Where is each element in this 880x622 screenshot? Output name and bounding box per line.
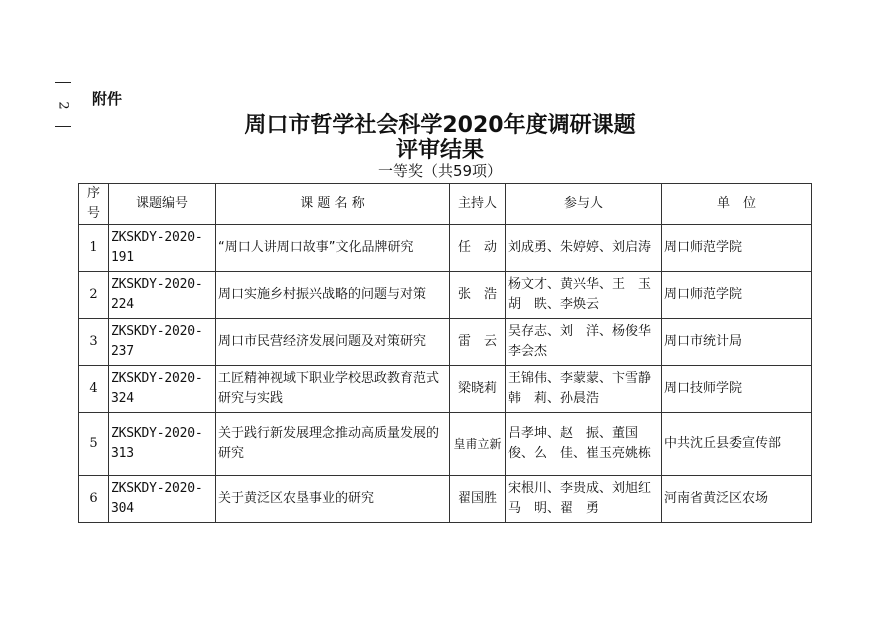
row-host: 任 动 <box>450 225 506 272</box>
row-code: ZKSKDY-2020-304 <box>109 476 216 523</box>
header-seq: 序号 <box>79 184 109 225</box>
row-members: 宋根川、李贵成、刘旭红马 明、翟 勇 <box>506 476 662 523</box>
document-title: 周口市哲学社会科学2020年度调研课题 <box>244 113 636 138</box>
row-unit: 河南省黄泛区农场 <box>662 476 812 523</box>
row-host: 雷 云 <box>450 319 506 366</box>
header-members: 参与人 <box>506 184 662 225</box>
attachment-label: 附件 <box>92 90 123 108</box>
row-host: 皇甫立新 <box>450 413 506 476</box>
row-host: 张 浩 <box>450 272 506 319</box>
document-title-line2: 评审结果 <box>395 138 484 163</box>
row-host: 翟国胜 <box>450 476 506 523</box>
row-unit: 周口市统计局 <box>662 319 812 366</box>
table-row <box>79 366 812 413</box>
header-code: 课题编号 <box>109 184 216 225</box>
row-members: 刘成勇、朱婷婷、刘启涛 <box>506 225 662 272</box>
row-topic: 工匠精神视域下职业学校思政教育范式研究与实践 <box>216 366 450 413</box>
row-members: 王锦伟、李蒙蒙、卞雪静韩 莉、孙晨浩 <box>506 366 662 413</box>
row-seq: 3 <box>79 319 109 366</box>
row-unit: 周口师范学院 <box>662 225 812 272</box>
row-topic: 关于黄泛区农垦事业的研究 <box>216 476 450 523</box>
row-code: ZKSKDY-2020-224 <box>109 272 216 319</box>
row-topic: “周口人讲周口故事”文化品牌研究 <box>216 225 450 272</box>
row-members: 吴存志、刘 洋、杨俊华李会杰 <box>506 319 662 366</box>
table-header-row <box>79 184 812 225</box>
row-seq: 5 <box>79 413 109 476</box>
row-code: ZKSKDY-2020-237 <box>109 319 216 366</box>
row-host: 梁晓莉 <box>450 366 506 413</box>
table-row <box>79 319 812 366</box>
row-members: 杨文才、黄兴华、王 玉胡 眣、李焕云 <box>506 272 662 319</box>
header-topic: 课 题 名 称 <box>216 184 450 225</box>
table-row <box>79 272 812 319</box>
header-unit: 单 位 <box>662 184 812 225</box>
row-unit: 中共沈丘县委宣传部 <box>662 413 812 476</box>
row-topic: 周口实施乡村振兴战略的问题与对策 <box>216 272 450 319</box>
results-table <box>78 183 812 523</box>
row-topic: 关于践行新发展理念推动高质量发展的研究 <box>216 413 450 476</box>
row-members: 吕孝坤、赵 振、董国俊、么 佳、崔玉亮姚栋 <box>506 413 662 476</box>
row-seq: 4 <box>79 366 109 413</box>
table-row <box>79 225 812 272</box>
header-host: 主持人 <box>450 184 506 225</box>
row-code: ZKSKDY-2020-313 <box>109 413 216 476</box>
page-number: 2 <box>55 101 71 110</box>
table-row <box>79 476 812 523</box>
page-number-dash-top <box>55 82 71 83</box>
award-level-heading: 一等奖（共59项） <box>377 162 503 180</box>
row-topic: 周口市民营经济发展问题及对策研究 <box>216 319 450 366</box>
row-seq: 1 <box>79 225 109 272</box>
row-seq: 2 <box>79 272 109 319</box>
row-code: ZKSKDY-2020-191 <box>109 225 216 272</box>
table-row <box>79 413 812 476</box>
row-code: ZKSKDY-2020-324 <box>109 366 216 413</box>
row-unit: 周口技师学院 <box>662 366 812 413</box>
row-unit: 周口师范学院 <box>662 272 812 319</box>
row-seq: 6 <box>79 476 109 523</box>
